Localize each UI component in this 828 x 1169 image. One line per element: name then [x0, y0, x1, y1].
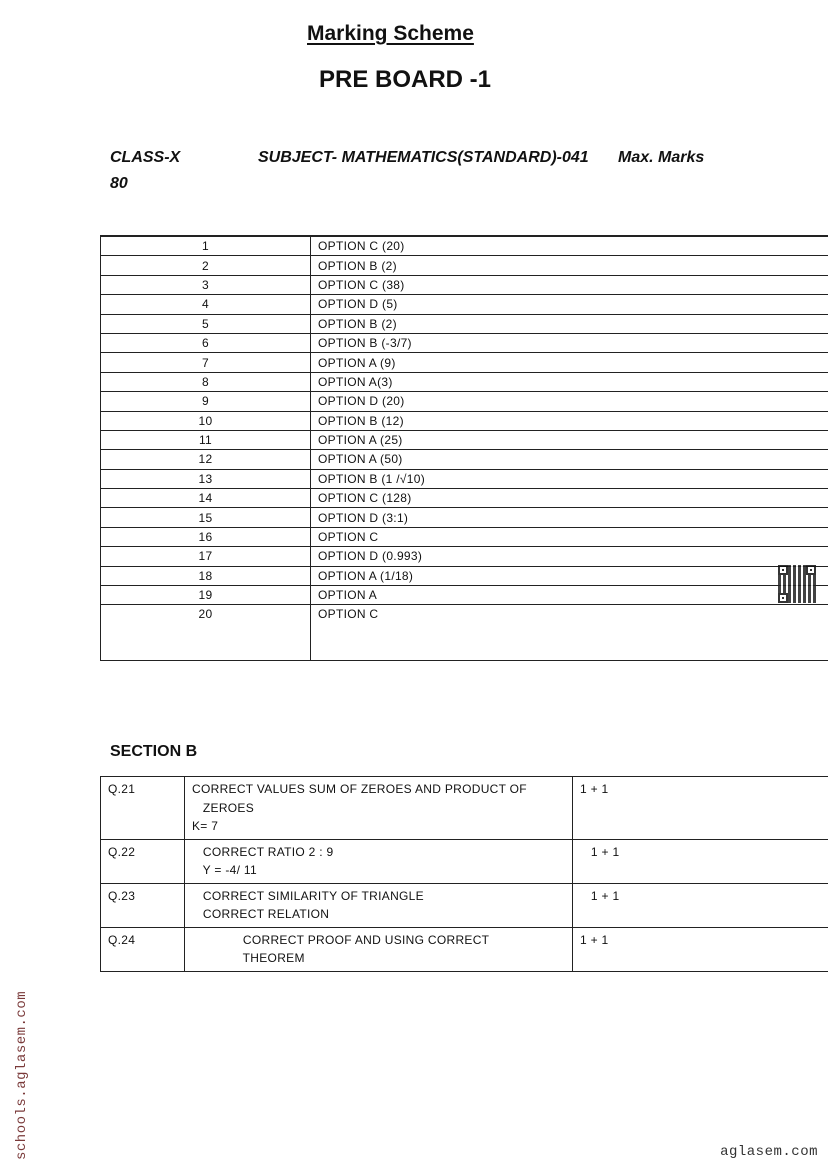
answer-option: OPTION A: [311, 586, 828, 605]
table-row: [101, 256, 828, 275]
criteria-line: K= 7: [192, 819, 219, 833]
table-row: [101, 295, 828, 314]
table-row: [101, 566, 828, 585]
question-number: 10: [101, 411, 311, 430]
question-number: 5: [101, 314, 311, 333]
question-number: 19: [101, 586, 311, 605]
criteria-line: CORRECT VALUES SUM OF ZEROES AND PRODUCT OF: [192, 782, 527, 796]
question-number: Q.22: [101, 839, 185, 883]
qr-code-icon: [778, 565, 816, 603]
question-number: 14: [101, 489, 311, 508]
side-watermark: schools.aglasem.com: [14, 990, 30, 1160]
answer-option: OPTION C (38): [311, 275, 828, 294]
table-row: [101, 353, 828, 372]
answer-option: OPTION B (1 /√10): [311, 469, 828, 488]
table-row: [101, 605, 828, 661]
criteria-line: THEOREM: [192, 951, 305, 965]
question-number: 16: [101, 527, 311, 546]
table-row: [101, 275, 828, 294]
answer-option: OPTION C: [311, 605, 828, 661]
table-row: [101, 839, 828, 883]
marking-criteria: [185, 927, 573, 971]
table-row: [101, 527, 828, 546]
table-row: [101, 450, 828, 469]
question-number: 17: [101, 547, 311, 566]
table-row: [101, 508, 828, 527]
answer-option: OPTION B (12): [311, 411, 828, 430]
question-number: Q.24: [101, 927, 185, 971]
answer-option: OPTION A(3): [311, 372, 828, 391]
question-number: 12: [101, 450, 311, 469]
criteria-line: ZEROES: [192, 800, 255, 815]
question-number: 11: [101, 430, 311, 449]
table-row: [101, 333, 828, 352]
table-row: [101, 314, 828, 333]
table-row: [101, 469, 828, 488]
section-b-title: SECTION B: [110, 743, 198, 760]
marks-distribution: 1 + 1: [573, 883, 828, 927]
table-row: [101, 883, 828, 927]
answer-option: OPTION D (0.993): [311, 547, 828, 566]
marks-distribution: 1 + 1: [573, 839, 828, 883]
table-row: [101, 236, 828, 256]
marking-criteria: [185, 839, 573, 883]
class-label: CLASS-X: [110, 149, 181, 166]
question-number: 9: [101, 392, 311, 411]
question-number: Q.23: [101, 883, 185, 927]
table-row: [101, 927, 828, 971]
table-row: [101, 430, 828, 449]
question-number: 13: [101, 469, 311, 488]
table-row: [101, 392, 828, 411]
answer-option: OPTION B (2): [311, 256, 828, 275]
answer-option: OPTION D (20): [311, 392, 828, 411]
answer-option: OPTION C (20): [311, 236, 828, 256]
answer-option: OPTION A (9): [311, 353, 828, 372]
max-marks-value: 80: [110, 175, 128, 192]
question-number: 3: [101, 275, 311, 294]
max-marks-label: Max. Marks: [618, 149, 705, 166]
answer-option: OPTION D (3:1): [311, 508, 828, 527]
marking-criteria: [185, 777, 573, 840]
document-title: Marking Scheme: [307, 22, 474, 45]
answer-option: OPTION B (2): [311, 314, 828, 333]
criteria-line: CORRECT RELATION: [192, 907, 330, 921]
question-number: 7: [101, 353, 311, 372]
answer-option: OPTION A (1/18): [311, 566, 828, 585]
criteria-line: CORRECT RATIO 2 : 9: [192, 844, 334, 859]
question-number: 18: [101, 566, 311, 585]
table-row: [101, 411, 828, 430]
document-subtitle: PRE BOARD -1: [319, 66, 492, 93]
answer-option: OPTION C (128): [311, 489, 828, 508]
answer-option: OPTION A (50): [311, 450, 828, 469]
table-row: [101, 777, 828, 840]
criteria-line: Y = -4/ 11: [192, 863, 257, 877]
question-number: 8: [101, 372, 311, 391]
table-row: [101, 489, 828, 508]
bottom-watermark: aglasem.com: [720, 1144, 818, 1160]
table-row: [101, 372, 828, 391]
marks-distribution: 1 + 1: [573, 927, 828, 971]
question-number: 20: [101, 605, 311, 661]
question-number: 1: [101, 236, 311, 256]
subject-label: SUBJECT- MATHEMATICS(STANDARD)-041: [258, 149, 589, 166]
table-row: [101, 547, 828, 566]
question-number: 4: [101, 295, 311, 314]
question-number: 6: [101, 333, 311, 352]
answer-option: OPTION A (25): [311, 430, 828, 449]
question-number: 15: [101, 508, 311, 527]
section-a-answer-table: [100, 235, 828, 661]
marks-distribution: 1 + 1: [573, 777, 828, 840]
answer-option: OPTION B (-3/7): [311, 333, 828, 352]
question-number: Q.21: [101, 777, 185, 840]
answer-option: OPTION C: [311, 527, 828, 546]
section-b-marking-table: [100, 776, 828, 972]
criteria-line: CORRECT PROOF AND USING CORRECT: [192, 932, 490, 947]
marking-criteria: [185, 883, 573, 927]
question-number: 2: [101, 256, 311, 275]
criteria-line: CORRECT SIMILARITY OF TRIANGLE: [192, 888, 424, 903]
table-row: [101, 586, 828, 605]
answer-option: OPTION D (5): [311, 295, 828, 314]
